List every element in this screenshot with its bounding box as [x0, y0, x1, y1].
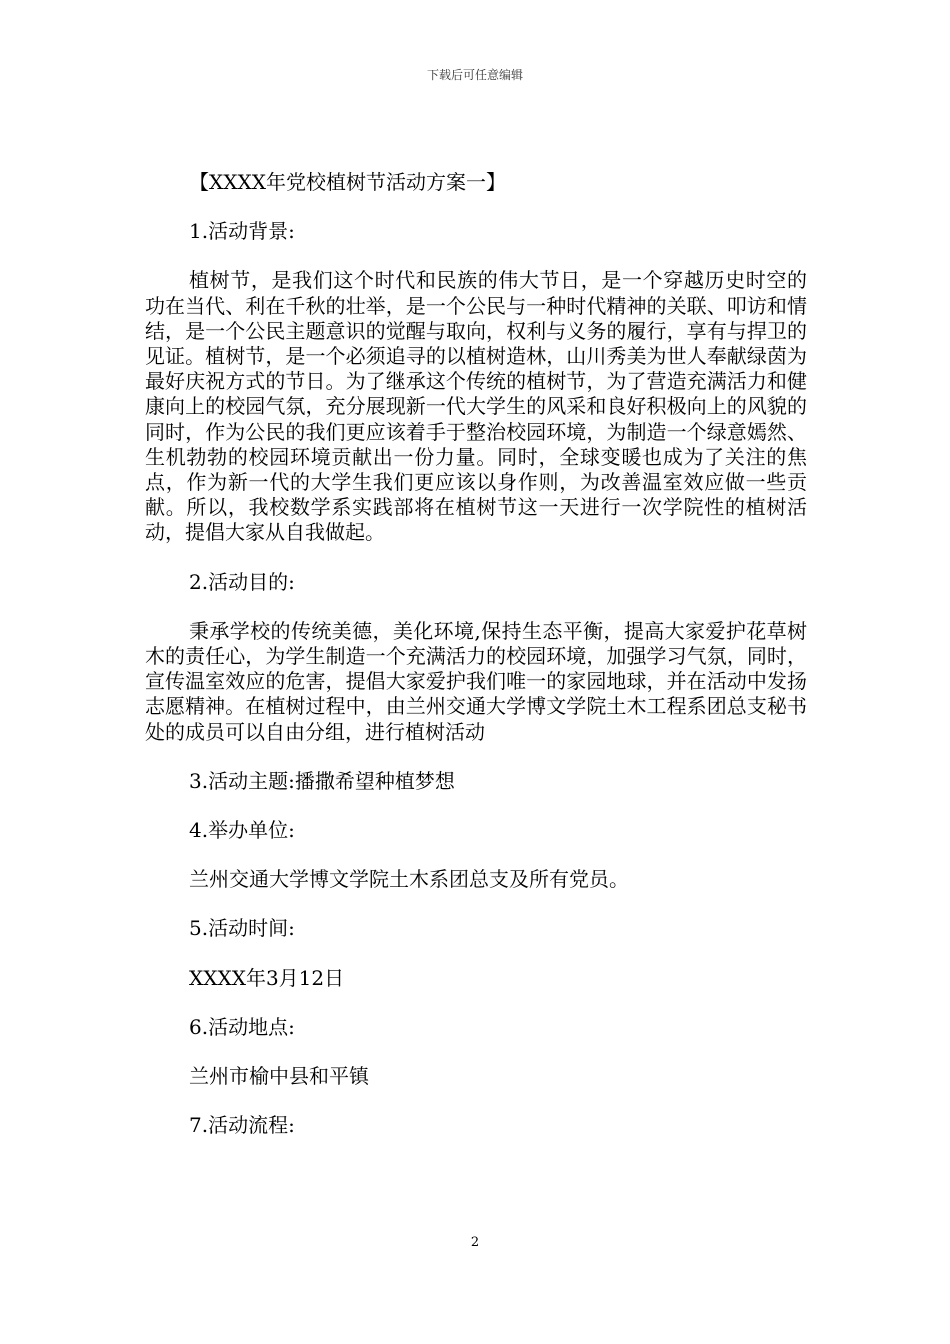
document-body [145, 170, 807, 1162]
purpose-paragraph: 秉承学校的传统美德，美化环境,保持生态平衡，提高大家爱护花草树木的责任心，为学生制造一个充满活力的校园环境，加强学习气氛，同时，宣传温室效应的危害，提倡大家爱护我们唯一的家园地球，并在活动中发扬志愿精神。在植树过程中，由兰州交通大学博文学院土木工程系团总支秘书处的成员可以自由分组，进行植树活动 [145, 618, 807, 744]
organizer-heading: 4.举办单位: [189, 818, 295, 843]
location-heading: 6.活动地点: [189, 1014, 295, 1039]
time-heading: 5.活动时间: [189, 916, 295, 941]
theme-line: 3.活动主题:播撒希望种植梦想 [189, 768, 455, 793]
process-heading: 7.活动流程: [189, 1113, 295, 1138]
background-heading: 1.活动背景: [189, 219, 295, 244]
background-paragraph: 植树节，是我们这个时代和民族的伟大节日，是一个穿越历史时空的功在当代、利在千秋的壮举，是一个公民与一种时代精神的关联、叩访和情结，是一个公民主题意识的觉醒与取向，权利与义务的履行，享有与捍卫的见证。植树节，是一个必须追寻的以植树造林，山川秀美为世人奉献绿茵为最好庆祝方式的节日。为了继承这个传统的植树节，为了营造充满活力和健康向上的校园气氛，充分展现新一代大学生的风采和良好积极向上的风貌的同时，作为公民的我们更应该着手于整治校园环境，为制造一个绿意嫣然、生机勃勃的校园环境贡献出一份力量。同时，全球变暖也成为了关注的焦点，作为新一代的大学生我们更应该以身作则，为改善温室效应做一些贡献。所以，我校数学系实践部将在植树节这一天进行一次学院性的植树活动，提倡大家从自我做起。 [145, 268, 807, 545]
header-note: 下载后可任意编辑 [426, 68, 523, 82]
location-text: 兰州市榆中县和平镇 [189, 1064, 369, 1089]
organizer-text: 兰州交通大学博文学院土木系团总支及所有党员。 [189, 867, 629, 892]
purpose-heading: 2.活动目的: [189, 569, 295, 594]
page-number: 2 [470, 1235, 480, 1250]
document-title: 【XXXX年党校植树节活动方案一】 [189, 170, 506, 194]
time-text: XXXX年3月12日 [189, 965, 345, 990]
